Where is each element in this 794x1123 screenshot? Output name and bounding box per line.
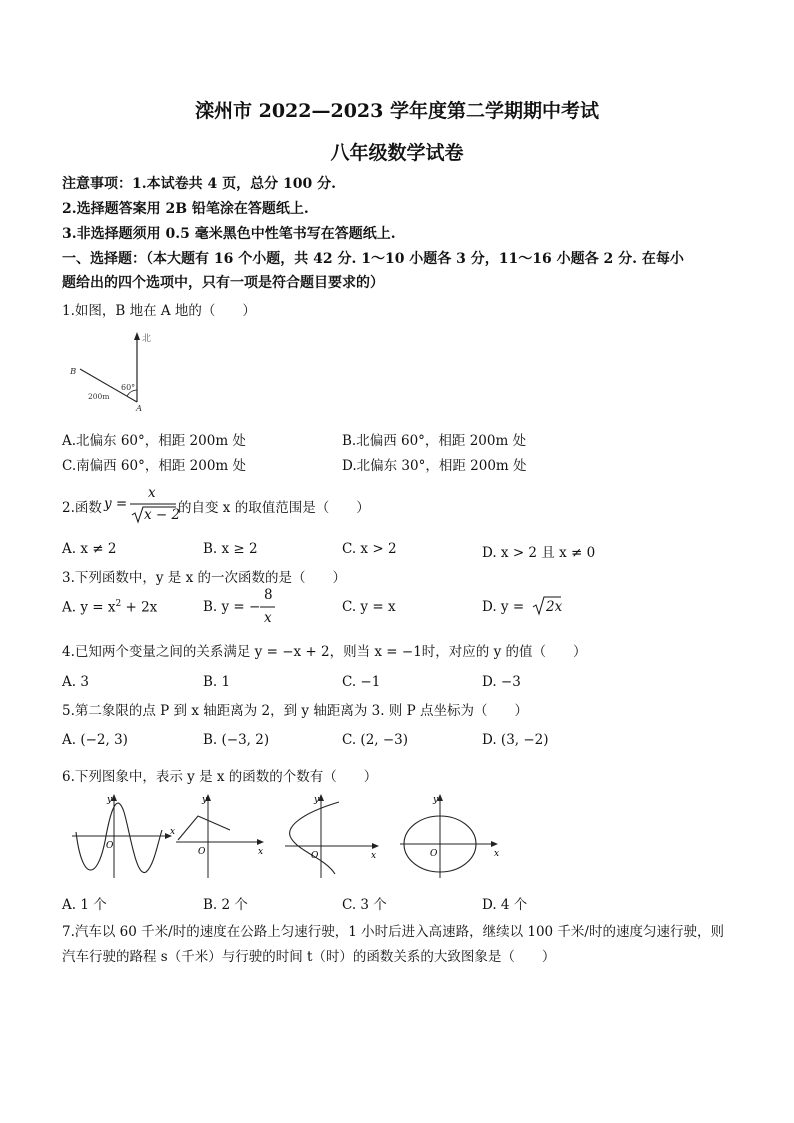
q6-stem: 6.下列图象中，表示 y 是 x 的函数的个数有（ ） bbox=[62, 769, 378, 785]
q6-graph-1 bbox=[70, 792, 180, 880]
q6-option-c: C. 3 个 bbox=[342, 897, 387, 913]
q6-option-d: D. 4 个 bbox=[482, 897, 528, 913]
q3-option-c: C. y = x bbox=[342, 599, 396, 615]
q4-stem: 4.已知两个变量之间的关系满足 y = −x + 2，则当 x = −1时，对应的 y 的值（ ） bbox=[62, 644, 587, 660]
q5-option-b: B. (−3, 2) bbox=[203, 732, 270, 748]
q6-graph-4 bbox=[398, 792, 508, 880]
q1-option-d: D.北偏东 30°，相距 200m 处 bbox=[342, 458, 527, 474]
north-arrow-icon bbox=[134, 332, 140, 340]
q7-stem-line1: 7.汽车以 60 千米/时的速度在公路上匀速行驶，1 小时后进入高速路，继续以 100 千米/时的速度匀速行驶，则 bbox=[62, 924, 724, 940]
svg-text:y: y bbox=[433, 795, 439, 805]
q3-d-radicand: 2x bbox=[546, 599, 563, 615]
q2-stem-post: 的自变 x 的取值范围是（ ） bbox=[178, 500, 370, 516]
q3-option-a bbox=[62, 599, 157, 616]
q6-option-a: A. 1 个 bbox=[62, 897, 107, 913]
q5-stem: 5.第二象限的点 P 到 x 轴距离为 2，到 y 轴距离为 3. 则 P 点坐标为（ ） bbox=[62, 703, 528, 719]
q2-stem-pre: 2.函数 bbox=[62, 500, 102, 516]
q5-option-c: C. (2, −3) bbox=[342, 732, 409, 748]
q3-option-d: D. y = bbox=[482, 599, 525, 615]
q2-option-d: D. x > 2 且 x ≠ 0 bbox=[482, 545, 596, 561]
svg-text:y: y bbox=[107, 795, 113, 805]
angle-label: 60° bbox=[121, 383, 136, 392]
q4-option-c: C. −1 bbox=[342, 674, 381, 690]
svg-text:x: x bbox=[258, 847, 264, 857]
x-arrow-icon bbox=[257, 839, 264, 845]
q5-option-d: D. (3, −2) bbox=[482, 732, 549, 748]
q5-option-a: A. (−2, 3) bbox=[62, 732, 128, 748]
svg-text:O: O bbox=[198, 847, 206, 857]
q2-numerator: x bbox=[148, 485, 156, 501]
q6-option-b: B. 2 个 bbox=[203, 897, 248, 913]
q1-direction-figure bbox=[66, 328, 166, 418]
q2-option-c: C. x > 2 bbox=[342, 541, 397, 557]
note-2: 2.选择题答案用 2B 铅笔涂在答题纸上. bbox=[62, 201, 309, 217]
x-arrow-icon bbox=[491, 841, 498, 847]
svg-text:x: x bbox=[371, 851, 377, 861]
svg-text:x: x bbox=[170, 827, 176, 837]
q2-option-b: B. x ≥ 2 bbox=[203, 541, 258, 557]
q1-option-a: A.北偏东 60°，相距 200m 处 bbox=[62, 433, 246, 449]
q6-graph-2 bbox=[174, 792, 274, 880]
q3-b-denominator: x bbox=[264, 610, 272, 626]
q2-y-eq: y = bbox=[104, 496, 128, 512]
q1-option-b: B.北偏西 60°，相距 200m 处 bbox=[342, 433, 527, 449]
svg-text:x: x bbox=[494, 849, 500, 859]
q6-graph-3 bbox=[283, 792, 383, 880]
q7-stem-line2: 汽车行驶的路程 s（千米）与行驶的时间 t（时）的函数关系的大致图象是（ ） bbox=[62, 949, 556, 965]
q1-stem: 1.如图，B 地在 A 地的（ ） bbox=[62, 303, 256, 319]
q3-stem: 3.下列函数中，y 是 x 的一次函数的是（ ） bbox=[62, 570, 346, 586]
section-heading-line1: 一、选择题：（本大题有 16 个小题，共 42 分. 1～10 小题各 3 分，11～16 小题各 2 分. 在每小 bbox=[62, 251, 684, 267]
q3-b-fraction-line bbox=[260, 606, 276, 608]
q2-denominator: x − 2 bbox=[144, 507, 181, 523]
exam-subtitle: 八年级数学试卷 bbox=[330, 142, 464, 164]
svg-text:O: O bbox=[311, 851, 319, 861]
q2-option-a: A. x ≠ 2 bbox=[62, 541, 117, 557]
q3-b-numerator: 8 bbox=[264, 587, 273, 603]
x-arrow-icon bbox=[372, 843, 379, 849]
q4-option-b: B. 1 bbox=[203, 674, 231, 690]
note-3: 3.非选择题须用 0.5 毫米黑色中性笔书写在答题纸上. bbox=[62, 226, 396, 242]
distance-label: 200m bbox=[88, 392, 110, 401]
q3-a-exponent: 2 bbox=[115, 599, 122, 609]
q4-option-a: A. 3 bbox=[62, 674, 89, 690]
q4-option-d: D. −3 bbox=[482, 674, 521, 690]
q3-a-rest: + 2x bbox=[121, 599, 158, 616]
svg-text:y: y bbox=[202, 795, 208, 805]
q3-a-base: A. y = x bbox=[62, 599, 116, 616]
q3-option-b: B. y = − bbox=[203, 599, 261, 615]
svg-text:O: O bbox=[106, 841, 114, 851]
point-b-label: B bbox=[70, 367, 77, 377]
svg-text:y: y bbox=[314, 795, 320, 805]
svg-text:O: O bbox=[430, 849, 438, 859]
q1-option-c: C.南偏西 60°，相距 200m 处 bbox=[62, 458, 247, 474]
exam-title: 滦州市 2022—2023 学年度第二学期期中考试 bbox=[195, 100, 599, 122]
north-label: 北 bbox=[142, 334, 152, 344]
note-1: 注意事项：1.本试卷共 4 页，总分 100 分. bbox=[62, 176, 336, 192]
section-heading-line2: 题给出的四个选项中，只有一项是符合题目要求的） bbox=[62, 275, 384, 291]
point-a-label: A bbox=[136, 404, 143, 414]
